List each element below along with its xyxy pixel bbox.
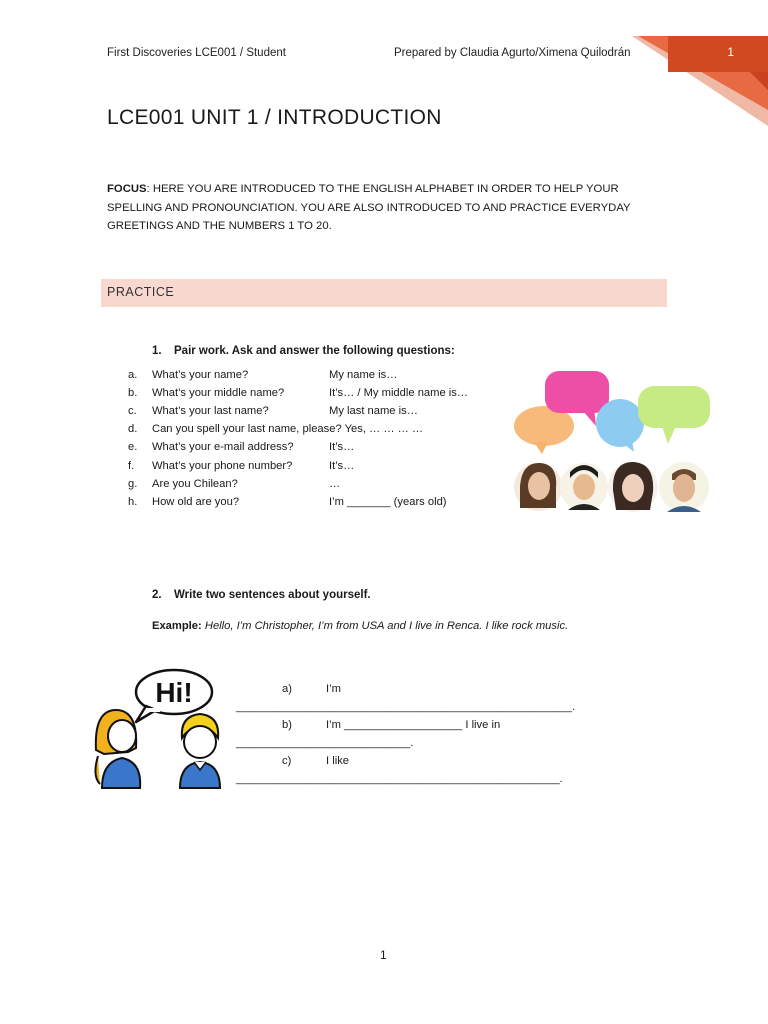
focus-paragraph [107,180,663,236]
practice-banner [101,279,667,307]
answer-text: It’s… [329,441,355,453]
exercise-2-title: Write two sentences about yourself. [174,589,371,601]
question-letter: h. [128,496,138,508]
question-letter: g. [128,478,138,490]
question-letter: b. [128,387,138,399]
question-text: What’s your name? [152,369,249,381]
header-page-number: 1 [727,45,734,59]
example-text: Hello, I’m Christopher, I’m from USA and I live in Renca. I like rock music. [201,620,569,632]
question-letter: d. [128,423,138,435]
question-letter: f. [128,460,135,472]
answer-text: I’m _______ (years old) [329,496,447,508]
fill-label-a: a) [282,683,292,695]
question-letter: c. [128,405,137,417]
fill-line-b[interactable]: ____________________________. [236,737,414,749]
speech-bubbles-illustration [512,368,714,518]
focus-text: : HERE YOU ARE INTRODUCED TO THE ENGLISH ALPHABET IN ORDER TO HELP YOUR SPELLING AND PRONOUNCIATION. YOU ARE ALSO INTRODUCED TO AND PRACTICE EVERYDAY GREETINGS AND THE NUMBERS 1 TO 20. [107,183,631,232]
header-left: First Discoveries LCE001 / Student [107,47,286,59]
question-letter: e. [128,441,138,453]
fill-text-b[interactable]: I’m ___________________ I live in [326,719,501,731]
fill-line-a[interactable]: ______________________________________________________. [236,701,576,713]
answer-text: My name is… [329,369,398,381]
answer-text: … [329,478,341,490]
page-title: LCE001 UNIT 1 / INTRODUCTION [107,106,442,129]
question-text: What’s your last name? [152,405,269,417]
practice-label: PRACTICE [107,285,175,299]
fill-line-c[interactable]: ____________________________________________________. [236,773,563,785]
question-letter: a. [128,369,138,381]
example-line [152,620,568,632]
exercise-2-heading [152,589,371,601]
question-text: Can you spell your last name, please? Yes, … … … … [152,423,424,435]
exercise-1-number: 1. [152,345,162,357]
answer-text: It’s… [329,460,355,472]
answer-text: My last name is… [329,405,418,417]
question-text: How old are you? [152,496,240,508]
answer-text: It’s… / My middle name is… [329,387,469,399]
question-text: Are you Chilean? [152,478,238,490]
fill-text-a: I’m [326,683,341,695]
speech-bubble-text: Hi! [155,677,193,708]
question-text: What’s your phone number? [152,460,293,472]
question-text: What’s your middle name? [152,387,285,399]
example-label: Example: [152,620,202,632]
fill-label-c: c) [282,755,292,767]
corner-decoration [628,0,768,130]
focus-label: FOCUS [107,183,147,195]
question-text: What’s your e-mail address? [152,441,294,453]
kids-hi-illustration [88,666,230,790]
fill-label-b: b) [282,719,292,731]
exercise-1-heading [152,345,455,357]
footer-page-number: 1 [380,948,387,962]
exercise-2-number: 2. [152,589,162,601]
header-right: Prepared by Claudia Agurto/Ximena Quilodrán [394,47,631,59]
fill-text-c: I like [326,755,350,767]
exercise-1-title: Pair work. Ask and answer the following questions: [174,345,455,357]
